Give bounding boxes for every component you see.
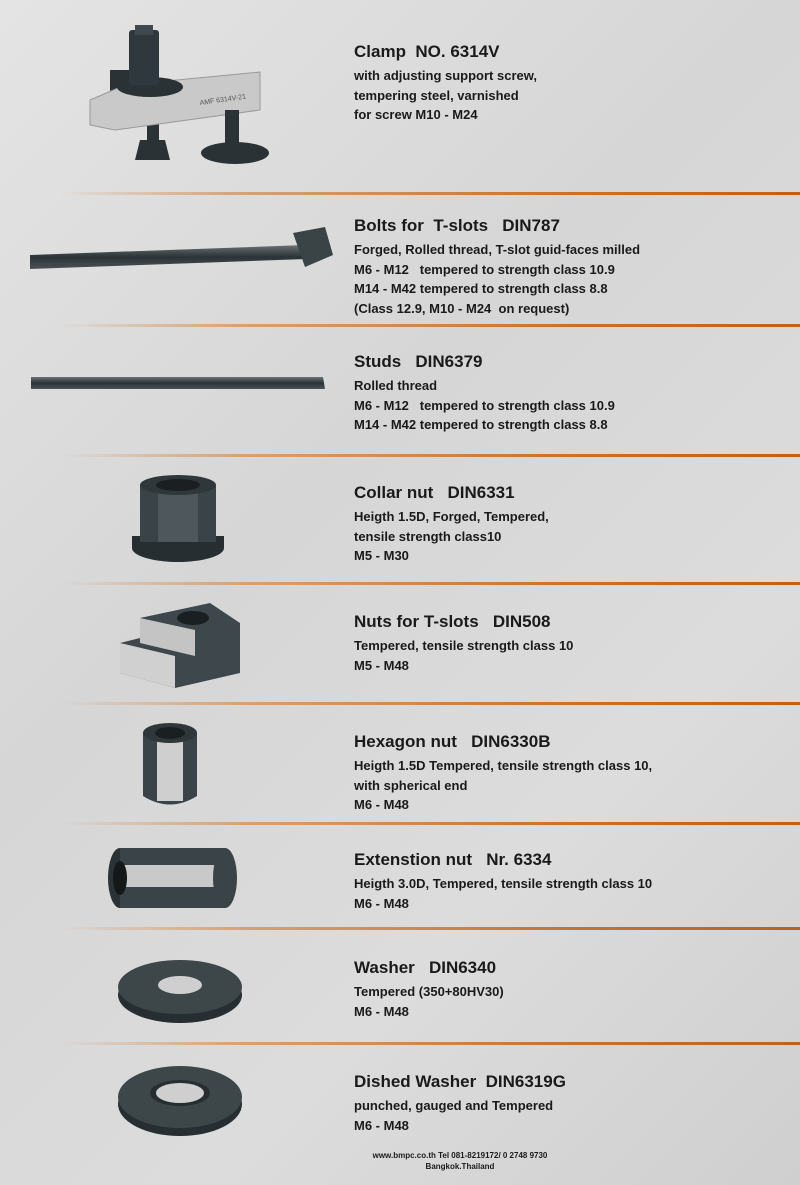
product-title: Extenstion nut Nr. 6334 [354, 850, 552, 869]
product-detail: Forged, Rolled thread, T-slot guid-faces milled [354, 242, 641, 257]
footer-contact: www.bmpc.co.th Tel 081-8219172/ 0 2748 9730 [372, 1151, 548, 1160]
product-detail: M14 - M42 tempered to strength class 8.8 [354, 281, 608, 296]
product-detail: Tempered, tensile strength class 10 [354, 638, 574, 653]
svg-text:AMF 6314V-21: AMF 6314V-21 [199, 93, 247, 107]
product-detail: with adjusting support screw, [354, 68, 537, 83]
product-detail: M14 - M42 tempered to strength class 8.8 [354, 417, 608, 432]
product-detail: (Class 12.9, M10 - M24 on request) [354, 300, 570, 316]
t-slot-bolt-image [25, 225, 335, 285]
product-detail: M6 - M12 tempered to strength class 10.9 [354, 397, 615, 413]
product-detail: M6 - M48 [354, 1117, 409, 1133]
product-detail: punched, gauged and Tempered [354, 1098, 554, 1113]
footer [0, 1150, 800, 1172]
product-detail: tempering steel, varnished [354, 87, 519, 103]
product-title: Clamp NO. 6314V [354, 42, 500, 61]
product-detail: with spherical end [354, 777, 468, 793]
product-detail: Heigth 3.0D, Tempered, tensile strength class 10 [354, 876, 653, 891]
product-detail: Heigth 1.5D, Forged, Tempered, [354, 509, 549, 524]
separator [60, 822, 800, 825]
product-detail: tensile strength class10 [354, 528, 502, 544]
product-detail: M6 - M48 [354, 895, 409, 911]
product-detail: M5 - M48 [354, 657, 409, 673]
separator [60, 324, 800, 327]
product-detail: M5 - M30 [354, 548, 409, 563]
product-title: Dished Washer DIN6319G [354, 1072, 566, 1091]
product-title: Nuts for T-slots DIN508 [354, 612, 551, 631]
product-detail: M6 - M12 tempered to strength class 10.9 [354, 261, 615, 277]
product-title: Collar nut DIN6331 [354, 483, 515, 502]
product-detail: Rolled thread [354, 378, 438, 393]
product-title: Studs DIN6379 [354, 352, 483, 371]
stud-image [28, 372, 328, 394]
footer-location: Bangkok.Thailand [425, 1162, 495, 1171]
product-detail: for screw M10 - M24 [354, 107, 478, 122]
separator [60, 702, 800, 705]
clamp-image [85, 25, 285, 175]
product-title: Bolts for T-slots DIN787 [354, 216, 560, 235]
washer-image [115, 955, 245, 1025]
product-detail: M6 - M48 [354, 1003, 409, 1019]
collar-nut-image [128, 470, 228, 570]
product-detail: Tempered (350+80HV30) [354, 984, 504, 999]
separator [60, 927, 800, 930]
product-title: Washer DIN6340 [354, 958, 497, 977]
separator [60, 582, 800, 585]
hexagon-nut-image [135, 718, 205, 813]
separator [60, 192, 800, 195]
product-detail: M6 - M48 [354, 797, 409, 812]
product-detail: Heigth 1.5D Tempered, tensile strength class 10, [354, 758, 653, 773]
dished-washer-image [115, 1060, 245, 1140]
product-title: Hexagon nut DIN6330B [354, 732, 551, 751]
separator [60, 1042, 800, 1045]
separator [60, 454, 800, 457]
t-slot-nut-image [115, 598, 245, 693]
extension-nut-image [105, 843, 240, 913]
